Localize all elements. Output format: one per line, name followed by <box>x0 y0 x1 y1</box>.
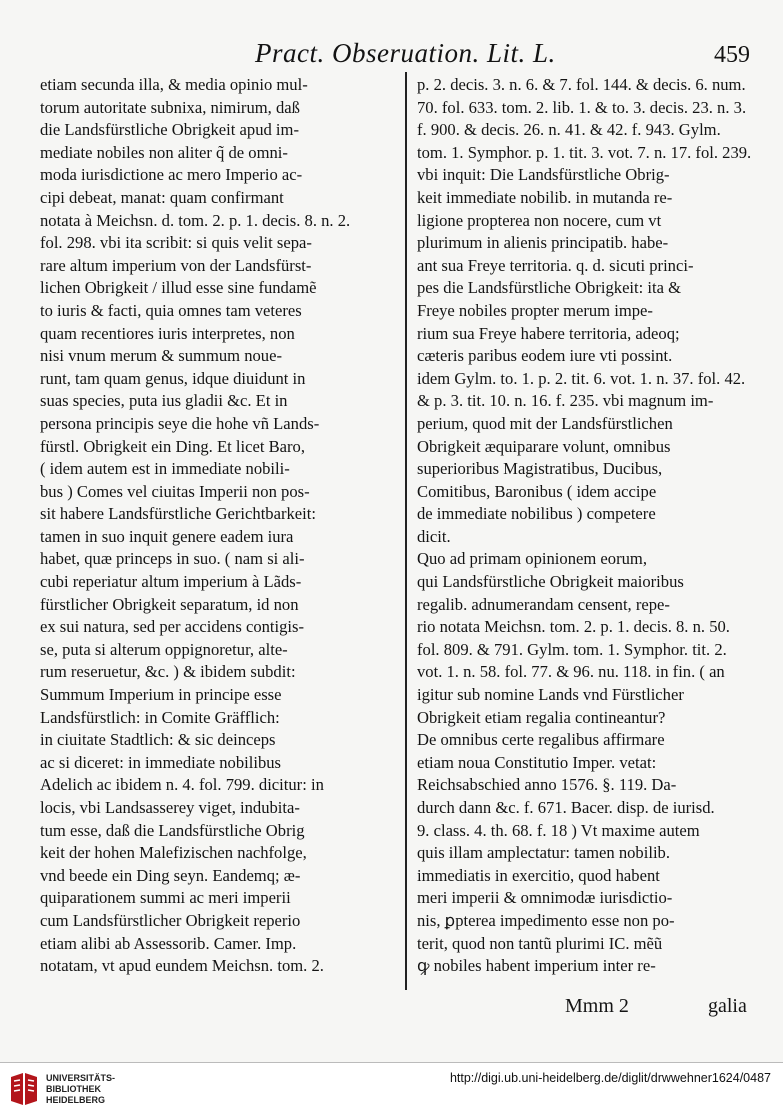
text-line: regalib. adnumerandam censent, repe- <box>417 594 670 614</box>
text-line: tom. 1. Symphor. p. 1. tit. 3. vot. 7. n. 17. fol. 239. <box>417 142 752 162</box>
text-line: quiparationem summi ac meri imperii <box>40 888 291 908</box>
page-header <box>0 36 783 76</box>
library-name-line: HEIDELBERG <box>46 1095 106 1105</box>
text-line: cipi debeat, manat: quam confirmant <box>40 187 284 207</box>
text-line: lichen Obrigkeit / illud esse sine fundamẽ <box>40 278 317 298</box>
text-line: Freye nobiles propter merum impe- <box>417 300 653 320</box>
text-line: keit der hohen Malefizischen nachfolge, <box>40 843 307 863</box>
text-line: terit, quod non tantũ plurimi IC. mẽũ <box>417 933 663 953</box>
text-line: ex sui natura, sed per accidens contigis- <box>40 617 305 637</box>
text-line: locis, vbi Landsasserey viget, indubita- <box>40 798 300 817</box>
text-line: fol. 298. vbi ita scribit: si quis velit sepa- <box>40 233 312 253</box>
text-line: Quo ad primam opinionem eorum, <box>417 549 647 569</box>
text-line: pes die Landsfürstliche Obrigkeit: ita & <box>417 278 682 298</box>
text-line: habet, quæ princeps in suo. ( nam si ali- <box>40 549 305 569</box>
text-line: notatam, vt apud eundem Meichsn. tom. 2. <box>40 956 324 976</box>
text-line: p. 2. decis. 3. n. 6. & 7. fol. 144. & decis. 6. num. <box>417 75 746 94</box>
text-line: Obrigkeit æquiparare volunt, omnibus <box>417 436 671 456</box>
text-line: cubi reperiatur altum imperium à Lãds- <box>40 572 302 592</box>
right-column <box>417 74 753 978</box>
column-divider <box>405 72 407 990</box>
text-line: ac si diceret: in immediate nobilibus <box>40 752 282 772</box>
text-line: rare altum imperium von der Landsfürst- <box>40 255 312 275</box>
text-line: & p. 3. tit. 10. n. 16. f. 235. vbi magnum im- <box>417 391 714 411</box>
text-line: Landsfürstlich: in Comite Gräfflich: <box>40 707 280 727</box>
text-line: De omnibus certe regalibus affirmare <box>417 730 665 750</box>
text-line: Comitibus, Baronibus ( idem accipe <box>417 481 657 501</box>
text-line: immediatis in exercitio, quod habent <box>417 865 660 885</box>
text-line: Reichsabschied anno 1576. §. 119. Da- <box>417 775 677 795</box>
text-line: igitur sub nomine Lands vnd Fürstlicher <box>417 685 684 705</box>
text-line: quis illam amplectatur: tamen nobilib. <box>417 843 670 863</box>
text-line: fol. 809. & 791. Gylm. tom. 1. Symphor. tit. 2. <box>417 639 727 659</box>
text-line: 9. class. 4. th. 68. f. 18 ) Vt maxime autem <box>417 820 700 840</box>
text-line: moda iurisdictione ac mero Imperio ac- <box>40 165 303 185</box>
running-title: Pract. Obseruation. Lit. L. <box>255 38 556 68</box>
text-line: cum Landsfürstlicher Obrigkeit reperio <box>40 910 301 930</box>
text-line: nis, ꝑpterea impedimento esse non po- <box>417 910 675 930</box>
text-line: dicit. <box>417 526 451 546</box>
text-line: cæteris paribus eodem iure vti possint. <box>417 346 673 366</box>
text-line: sit habere Landsfürstliche Gerichtbarkeit: <box>40 504 316 524</box>
text-line: se, puta si alterum oppignoretur, alte- <box>40 639 288 659</box>
text-line: vot. 1. n. 58. fol. 77. & 96. nu. 118. in fin. ( an <box>417 662 725 682</box>
text-line: bus ) Comes vel ciuitas Imperii non pos- <box>40 481 310 501</box>
text-line: etiam secunda illa, & media opinio mul- <box>40 75 308 94</box>
text-line: ꝙ nobiles habent imperium inter re- <box>417 956 656 976</box>
text-line: notata à Meichsn. d. tom. 2. p. 1. decis. 8. n. 2. <box>40 210 351 230</box>
text-line: suas species, puta ius gladii &c. Et in <box>40 391 288 411</box>
text-line: etiam alibi ab Assessorib. Camer. Imp. <box>40 933 297 953</box>
catchword: galia <box>708 995 747 1017</box>
text-line: f. 900. & decis. 26. n. 41. & 42. f. 943. Gylm. <box>417 120 721 140</box>
text-line: idem Gylm. to. 1. p. 2. tit. 6. vot. 1. n. 37. fol. 42. <box>417 368 746 388</box>
text-line: vbi inquit: Die Landsfürstliche Obrig- <box>417 165 670 185</box>
text-line: runt, tam quam genus, idque diuidunt in <box>40 368 306 388</box>
text-line: perium, quod mit der Landsfürstlichen <box>417 413 673 433</box>
text-line: nisi vnum merum & summum noue- <box>40 346 282 366</box>
text-line: fürstlicher Obrigkeit separatum, id non <box>40 594 299 614</box>
text-line: Obrigkeit etiam regalia contineantur? <box>417 707 666 727</box>
text-line: die Landsfürstliche Obrigkeit apud im- <box>40 120 299 140</box>
text-line: ligione propterea non nocere, cum vt <box>417 210 662 230</box>
text-line: vnd beede ein Ding seyn. Eandemq; æ- <box>40 865 301 885</box>
text-line: rio notata Meichsn. tom. 2. p. 1. decis. 8. n. 50. <box>417 617 730 637</box>
text-line: rum reseruetur, &c. ) & ibidem subdit: <box>40 662 296 682</box>
text-line: meri imperii & omnimodæ iurisdictio- <box>417 888 673 908</box>
university-library-logo-icon <box>8 1071 40 1107</box>
text-line: in ciuitate Stadtlich: & sic deinceps <box>40 730 276 750</box>
text-line: de immediate nobilibus ) competere <box>417 504 656 524</box>
text-line: torum autoritate subnixa, nimirum, daß <box>40 97 300 117</box>
signature-mark: Mmm 2 <box>565 995 629 1017</box>
text-line: keit immediate nobilib. in mutanda re- <box>417 187 673 207</box>
library-banner <box>0 1062 783 1118</box>
text-line: etiam noua Constitutio Imper. vetat: <box>417 752 657 772</box>
page-number: 459 <box>714 42 750 68</box>
text-line: tamen in suo inquit genere eadem iura <box>40 526 294 546</box>
source-url-link[interactable]: http://digi.ub.uni-heidelberg.de/diglit/drwwehner1624/0487 <box>449 1071 771 1085</box>
text-line: tum esse, daß die Landsfürstliche Obrig <box>40 820 305 840</box>
text-line: to iuris & facti, quia omnes tam veteres <box>40 300 302 320</box>
text-line: fürstl. Obrigkeit ein Ding. Et licet Baro, <box>40 436 305 456</box>
library-name-line: UNIVERSITÄTS- <box>46 1073 116 1083</box>
library-name <box>46 1073 115 1106</box>
page-footer <box>0 995 783 1025</box>
text-line: ant sua Freye territoria. q. d. sicuti princi- <box>417 255 694 275</box>
text-line: qui Landsfürstliche Obrigkeit maioribus <box>417 572 684 592</box>
text-line: quam recentiores iuris interpretes, non <box>40 323 295 343</box>
text-line: plurimum in alienis principatib. habe- <box>417 233 669 253</box>
text-line: Adelich ac ibidem n. 4. fol. 799. dicitur: in <box>40 775 324 795</box>
text-line: durch dann &c. f. 671. Bacer. disp. de iurisd. <box>417 798 715 817</box>
text-line: persona principis seye die hohe vñ Lands- <box>40 413 320 433</box>
text-line: 70. fol. 633. tom. 2. lib. 1. & to. 3. decis. 23. n. 3. <box>417 97 747 117</box>
text-line: ( idem autem est in immediate nobili- <box>40 459 290 479</box>
text-line: rium sua Freye habere territoria, adeoq; <box>417 323 680 343</box>
text-line: superioribus Magistratibus, Ducibus, <box>417 459 663 479</box>
text-line: Summum Imperium in principe esse <box>40 685 282 705</box>
library-name-line: BIBLIOTHEK <box>46 1084 101 1094</box>
left-column <box>40 74 402 978</box>
text-line: mediate nobiles non aliter q̃ de omni- <box>40 142 288 162</box>
